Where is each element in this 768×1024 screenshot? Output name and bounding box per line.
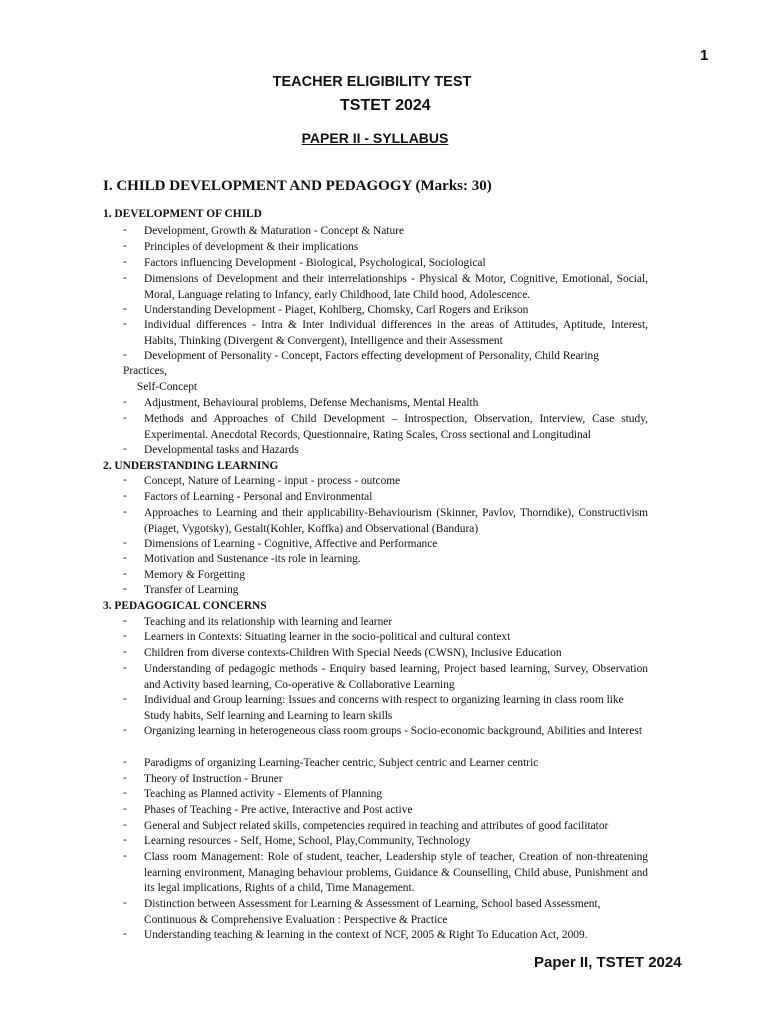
bullet-dash: - <box>123 256 127 268</box>
section-title: I. CHILD DEVELOPMENT AND PEDAGOGY (Marks: 30) <box>103 178 492 194</box>
bullet-dash: - <box>123 630 127 642</box>
list-item: Principles of development & their implications <box>144 241 359 253</box>
list-item-continuation: Practices, <box>123 365 167 377</box>
list-item: Development, Growth & Maturation - Concept & Nature <box>144 225 405 237</box>
list-item: Dimensions of Development and their interrelationships - Physical & Motor, Cognitive, Emotional, Social, Moral, Language relating to Infancy, early Childhood, late Child hood, Adolescence. <box>144 273 648 301</box>
bullet-dash: - <box>123 850 127 862</box>
list-item: Concept, Nature of Learning - input - process - outcome <box>144 475 401 487</box>
list-item: Understanding of pedagogic methods - Enquiry based learning, Project based learning, Survey, Observation and Activity based learning, Co-operative & Collaborative Learning <box>144 663 648 691</box>
list-item: General and Subject related skills, competencies required in teaching and attributes of good facilitator <box>144 820 609 832</box>
bullet-dash: - <box>123 349 127 361</box>
document-title: TEACHER ELIGIBILITY TEST <box>272 74 472 90</box>
page-number: 1 <box>700 47 709 64</box>
bullet-dash: - <box>123 303 127 315</box>
list-item: Factors of Learning - Personal and Environmental <box>144 491 373 503</box>
bullet-dash: - <box>123 583 127 595</box>
list-item: Adjustment, Behavioural problems, Defense Mechanisms, Mental Health <box>144 397 479 409</box>
list-item: Class room Management: Role of student, teacher, Leadership style of teacher, Creation of non-threatening learning environment, Managing behaviour problems, Guidance & Counselling, Child abuse, Punishment and its legal implications, Rights of a child, Time Management. <box>144 851 648 895</box>
list-item: Theory of Instruction - Bruner <box>144 773 283 785</box>
bullet-dash: - <box>123 224 127 236</box>
bullet-dash: - <box>123 474 127 486</box>
list-item: Learning resources - Self, Home, School, Play,Community, Technology <box>144 835 471 847</box>
bullet-dash: - <box>123 412 127 424</box>
bullet-dash: - <box>123 615 127 627</box>
bullet-dash: - <box>123 240 127 252</box>
list-item: Understanding teaching & learning in the context of NCF, 2005 & Right To Education Act, 2009. <box>144 929 588 941</box>
bullet-dash: - <box>123 928 127 940</box>
section-heading-understanding-learning: 2. UNDERSTANDING LEARNING <box>103 460 279 472</box>
bullet-dash: - <box>123 662 127 674</box>
list-item: Approaches to Learning and their applicability-Behaviourism (Skinner, Pavlov, Thorndike), Constructivism (Piaget, Vygotsky), Gestalt(Kohler, Koffka) and Observational (Bandura) <box>144 507 648 535</box>
bullet-dash: - <box>123 537 127 549</box>
section-heading-pedagogical-concerns: 3. PEDAGOGICAL CONCERNS <box>103 600 267 612</box>
list-item: Teaching as Planned activity - Elements of Planning <box>144 788 383 800</box>
bullet-dash: - <box>123 819 127 831</box>
bullet-dash: - <box>123 272 127 284</box>
list-item: Factors influencing Development - Biological, Psychological, Sociological <box>144 257 486 269</box>
list-item: Children from diverse contexts-Children With Special Needs (CWSN), Inclusive Education <box>144 647 562 659</box>
paper-syllabus-title: PAPER II - SYLLABUS <box>301 130 449 146</box>
list-item: Understanding Development - Piaget, Kohlberg, Chomsky, Carl Rogers and Erikson <box>144 304 529 316</box>
bullet-dash: - <box>123 568 127 580</box>
list-item: Transfer of Learning <box>144 584 239 596</box>
list-item: Methods and Approaches of Child Development – Introspection, Observation, Interview, Case study, Experimental. Anecdotal Records, Questionnaire, Rating Scales, Cross sectional and Longitudinal <box>144 413 648 441</box>
document-subtitle: TSTET 2024 <box>340 97 431 114</box>
list-item: Developmental tasks and Hazards <box>144 444 299 456</box>
page-footer: Paper II, TSTET 2024 <box>534 954 682 971</box>
bullet-dash: - <box>123 897 127 909</box>
list-item: Development of Personality - Concept, Factors effecting development of Personality, Child Rearing <box>144 350 599 362</box>
list-item: Paradigms of organizing Learning-Teacher centric, Subject centric and Learner centric <box>144 757 539 769</box>
bullet-dash: - <box>123 724 127 736</box>
list-item: Learners in Contexts: Situating learner in the socio-political and cultural context <box>144 631 511 643</box>
list-item: Teaching and its relationship with learning and learner <box>144 616 393 628</box>
bullet-dash: - <box>123 318 127 330</box>
list-item: Individual and Group learning: Issues and concerns with respect to organizing learning in class room like Study habits, Self learning and Learning to learn skills <box>144 694 624 722</box>
list-item: Memory & Forgetting <box>144 569 246 581</box>
list-item-continuation: Self-Concept <box>137 381 198 393</box>
list-item: Individual differences - Intra & Inter Individual differences in the areas of Attitudes, Aptitude, Interest, Habits, Thinking (Divergent & Convergent), Intelligence and their Assessment <box>144 319 648 347</box>
bullet-dash: - <box>123 506 127 518</box>
bullet-dash: - <box>123 490 127 502</box>
bullet-dash: - <box>123 834 127 846</box>
list-item: Phases of Teaching - Pre active, Interactive and Post active <box>144 804 413 816</box>
bullet-dash: - <box>123 772 127 784</box>
bullet-dash: - <box>123 787 127 799</box>
bullet-dash: - <box>123 646 127 658</box>
bullet-dash: - <box>123 552 127 564</box>
list-item: Organizing learning in heterogeneous class room groups - Socio-economic background, Abilities and Interest <box>144 725 643 737</box>
list-item: Distinction between Assessment for Learning & Assessment of Learning, School based Assessment, Continuous & Comprehensive Evaluation : Perspective & Practice <box>144 898 601 926</box>
bullet-dash: - <box>123 803 127 815</box>
section-heading-development-of-child: 1. DEVELOPMENT OF CHILD <box>103 208 262 220</box>
bullet-dash: - <box>123 443 127 455</box>
list-item: Dimensions of Learning - Cognitive, Affective and Performance <box>144 538 438 550</box>
bullet-dash: - <box>123 396 127 408</box>
list-item: Motivation and Sustenance -its role in learning. <box>144 553 361 565</box>
bullet-dash: - <box>123 756 127 768</box>
bullet-dash: - <box>123 693 127 705</box>
